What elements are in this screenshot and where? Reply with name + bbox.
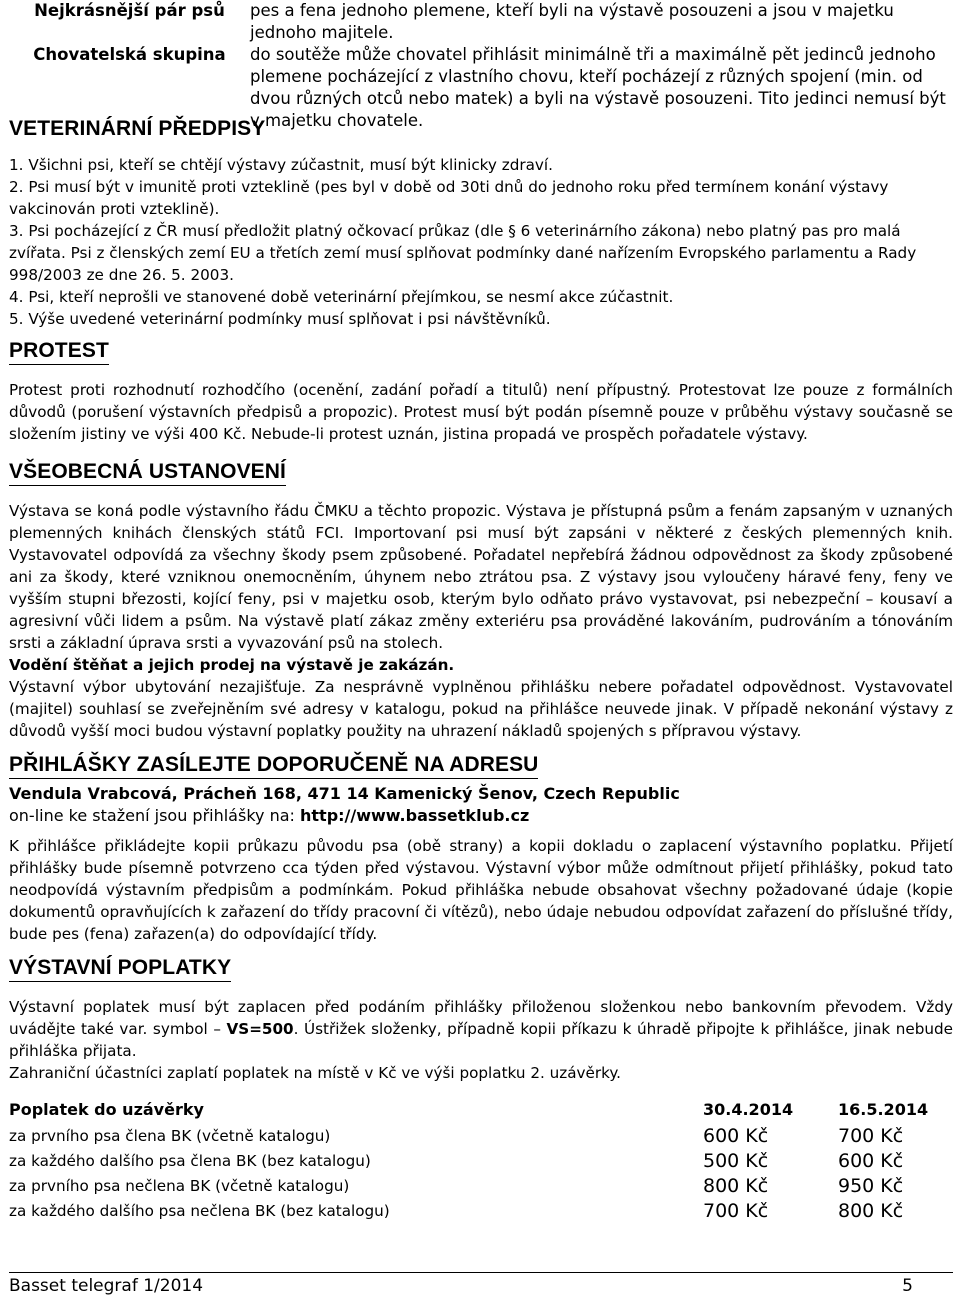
table-cell: za prvního psa nečlena BK (včetně katalogu) <box>9 1177 350 1195</box>
column-header: 30.4.2014 <box>703 1100 794 1119</box>
table-cell: za každého dalšího psa nečlena BK (bez katalogu) <box>9 1202 390 1220</box>
website-link[interactable]: http://www.bassetklub.cz <box>300 806 530 825</box>
definition-text: pes a fena jednoho plemene, kteří byli na výstavě posouzeni a jsou v majetku jednoho majitele. <box>250 1 894 42</box>
page-footer <box>9 1272 953 1298</box>
table-cell: 700 Kč <box>703 1200 769 1222</box>
general-text-2: Výstavní výbor ubytování nezajišťuje. Za nesprávně vyplněnou přihlášku nebere pořadatel odpovědnost. Vystavovatel (majitel) souhlasí se zveřejněním své adresy v katalogu, pokud na přihlášce neuvede jinak. V případě nekonání výstavy z důvodů vyšší moci budou výstavní poplatky použity na uhrazení nákladů spojených s přípravou výstavy. <box>9 678 953 740</box>
general-bold-note <box>9 654 953 676</box>
table-row <box>9 1147 953 1172</box>
online-prefix: on-line ke stažení jsou přihlášky na: <box>9 806 300 825</box>
table-cell: 600 Kč <box>703 1125 769 1147</box>
address-line: Vendula Vrabcová, Prácheň 168, 471 14 Kamenický Šenov, Czech Republic <box>9 784 680 803</box>
table-cell: za prvního psa člena BK (včetně katalogu) <box>9 1127 331 1145</box>
list-item: 4. Psi, kteří neprošli ve stanovené době veterinární přejímkou, se nesmí akce zúčastnit. <box>9 288 674 306</box>
section-title-text: PŘIHLÁŠKY ZASÍLEJTE DOPORUČENĚ NA ADRESU <box>9 752 538 779</box>
section-title-fees <box>9 955 953 982</box>
list-item-text: 2. Psi musí být v imunitě proti vzteklině (pes byl v době od 30ti dnů do jednoho roku před termínem konání výstavy vakcinován proti vzteklině). <box>9 178 889 218</box>
table-cell: 950 Kč <box>838 1175 904 1197</box>
section-title-protest <box>9 338 953 365</box>
fees-text-b: . Ústřižek složenky, případně kopii příkazu k úhradě připojte k přihlášce, jinak nebude přihláška přijata. <box>9 1020 953 1060</box>
section-title-address <box>9 752 953 779</box>
list-item-text: 3. Psi pocházející z ČR musí předložit platný očkovací průkaz (dle § 6 veterinárního zákona) nebo platný pas pro malá zvířata. Psi z členských zemí EU a třetích zemí musí splňovat podmínky dané nařízením Evropského parlamentu a Rady 998/2003 ze dne 26. 5. 2003. <box>9 222 917 284</box>
table-cell: 700 Kč <box>838 1125 904 1147</box>
online-line <box>9 805 953 827</box>
section-title-vet: VETERINÁRNÍ PŘEDPISY <box>9 117 266 140</box>
table-row <box>9 1197 953 1222</box>
section-title-text: VÝSTAVNÍ POPLATKY <box>9 955 231 982</box>
table-cell: za každého dalšího psa člena BK (bez katalogu) <box>9 1152 371 1170</box>
fees-text-a: Výstavní poplatek musí být zaplacen před podáním přihlášky přiloženou složenkou nebo bankovním převodem. Vždy uvádějte také var. symbol – <box>9 998 953 1038</box>
list-item <box>9 176 953 220</box>
section-title-general <box>9 459 953 486</box>
table-cell: 500 Kč <box>703 1150 769 1172</box>
general-text: Výstava se koná podle výstavního řádu ČMKU a těchto propozic. Výstava je přístupná psům a fenám zapsaným v uznaných plemenných knihách členských států FCI. Importovaní psi musí být zapsáni v některé z českých plemenných knih. Vystavovatel odpovídá za všechny škody psem způsobené. Pořadatel nepřebírá žádnou odpovědnost za škody způsobené ani za škody, které vzniknou onemocněním, úhynem nebo ztrátou psa. Z výstavy jsou vyloučeny háravé feny, feny ve vyšším stupni březosti, kojící feny, psi v majetku osob, kterým bylo odňato právo vystavovat, psi nebezpeční – kousaví a agresivní vůči lidem a psům. Na výstavě platí zákaz změny exteriéru psa prováděné lakováním, pudrováním a tónováním srsti a základní úprava srsti a vyvazování psů na stolech. <box>9 502 953 652</box>
protest-text: Protest proti rozhodnutí rozhodčího (ocenění, zadání pořadí a titulů) není přípustný. Protestovat lze pouze z formálních důvodů (porušení výstavních předpisů a propozic). Protest musí být podán písemně pouze v průběhu výstavy současně se složením jistiny ve výši 400 Kč. Nebude-li protest uznán, jistina propadá ve prospěch pořadatele výstavy. <box>9 381 953 443</box>
list-item: 1. Všichni psi, kteří se chtějí výstavy zúčastnit, musí být klinicky zdraví. <box>9 156 553 174</box>
bold-note-text: Vodění štěňat a jejich prodej na výstavě je zakázán. <box>9 656 455 674</box>
column-header: 16.5.2014 <box>838 1100 929 1119</box>
table-cell: 800 Kč <box>703 1175 769 1197</box>
table-row <box>9 1122 953 1147</box>
list-item <box>9 220 953 286</box>
definition-term: Nejkrásnější pár psů <box>34 1 225 20</box>
foreign-fees-text: Zahraniční účastníci zaplatí poplatek na místě v Kč ve výši poplatku 2. uzávěrky. <box>9 1064 622 1082</box>
definition-row <box>9 0 953 44</box>
publication-title: Basset telegraf 1/2014 <box>9 1276 204 1296</box>
table-row <box>9 1172 953 1197</box>
document-page <box>9 0 953 1222</box>
vet-list <box>9 154 953 330</box>
page-number: 5 <box>902 1276 913 1296</box>
table-cell: 600 Kč <box>838 1150 904 1172</box>
definition-term: Chovatelská skupina <box>33 45 226 64</box>
section-title-text: VŠEOBECNÁ USTANOVENÍ <box>9 459 286 486</box>
fees-text <box>9 996 953 1062</box>
column-header: Poplatek do uzávěrky <box>9 1100 204 1119</box>
address-text: K přihlášce přikládejte kopii průkazu původu psa (obě strany) a kopii dokladu o zaplacení výstavního poplatku. Přijetí přihlášky bude písemně potvrzeno cca týden před výstavou. Výstavní výbor může odmítnout přijetí přihlášky, pokud tato neodpovídá výstavním předpisům a podmínkám. Pokud přihláška nebude obsahovat všechny požadované údaje (kopie dokumentů opravňujících k zařazení do třídy pracovní či vítězů), nebo údaje nebudou odpovídat zařazení do příslušné třídy, bude pes (fena) zařazen(a) do odpovídající třídy. <box>9 837 953 943</box>
table-header-row <box>9 1098 953 1122</box>
table-cell: 800 Kč <box>838 1200 904 1222</box>
list-item: 5. Výše uvedené veterinární podmínky musí splňovat i psi návštěvníků. <box>9 310 551 328</box>
fee-table <box>9 1098 953 1222</box>
var-symbol: VS=500 <box>226 1020 294 1038</box>
section-title-text: PROTEST <box>9 338 109 365</box>
definition-text: do soutěže může chovatel přihlásit minimálně tři a maximálně pět jedinců jednoho plemene pocházející z vlastního chovu, kteří pocházejí z různých spojení (min. od dvou různých otců nebo matek) a byli na výstavě posouzeni. Tito jedinci nemusí být v majetku chovatele. <box>250 45 946 130</box>
